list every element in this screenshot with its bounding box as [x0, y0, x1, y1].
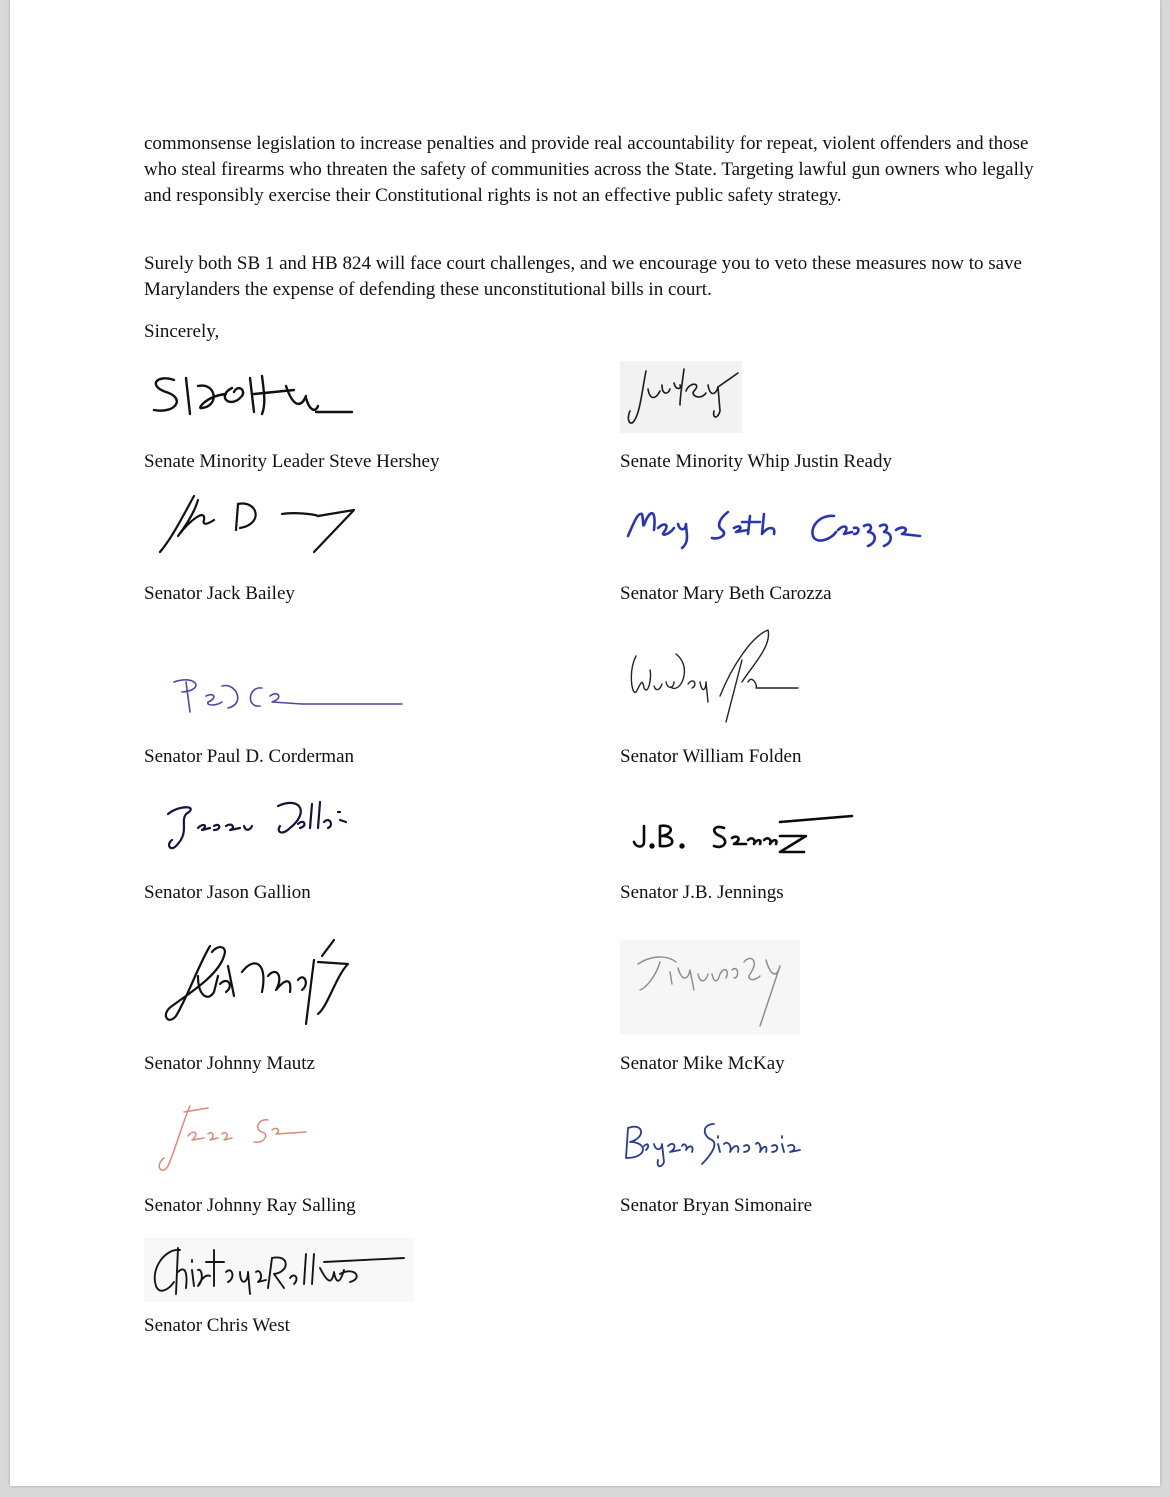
signatory-name: Senator William Folden — [620, 746, 802, 767]
letter-page — [10, 0, 1160, 1486]
closing-salutation: Sincerely, — [144, 321, 220, 342]
signature-mautz — [158, 936, 358, 1028]
signature-west — [144, 1238, 414, 1302]
signatory-name: Senator Mike McKay — [620, 1053, 785, 1074]
body-paragraph-2: Surely both SB 1 and HB 824 will face court challenges, and we encourage you to veto these measures now to save Marylanders the expense of defending these unconstitutional bills in court. — [144, 253, 1022, 300]
signatory-name: Senate Minority Whip Justin Ready — [620, 451, 892, 472]
signatory-name: Senator Paul D. Corderman — [144, 746, 355, 767]
signatory-name: Senator Chris West — [144, 1315, 290, 1336]
signatory-name: Senator Johnny Ray Salling — [144, 1195, 356, 1216]
body-paragraph-1: commonsense legislation to increase penalties and provide real accountability for repeat, violent offenders and those who steal firearms who threaten the safety of communities across the State. Targeting lawful gun owners who legally and responsibly exercise their Constitutional rights is not an effective public safety strategy. — [144, 133, 1034, 206]
signatory-name: Senator Mary Beth Carozza — [620, 583, 832, 604]
signatory-name: Senator Johnny Mautz — [144, 1053, 315, 1074]
signature-corderman — [166, 672, 406, 718]
signatory-name: Senator J.B. Jennings — [620, 882, 784, 903]
signature-folden — [622, 626, 802, 726]
signature-carozza — [624, 502, 924, 562]
signatory-name: Senator Bryan Simonaire — [620, 1195, 813, 1216]
signature-gallion — [160, 792, 360, 856]
signature-bailey — [154, 490, 360, 560]
signatory-name: Senator Jason Gallion — [144, 882, 311, 903]
signatory-name: Senate Minority Leader Steve Hershey — [144, 451, 440, 472]
signature-simonaire — [622, 1114, 802, 1170]
signature-ready — [620, 361, 742, 433]
signatory-name: Senator Jack Bailey — [144, 583, 295, 604]
signature-jennings — [630, 812, 856, 858]
signature-salling — [150, 1100, 310, 1176]
signature-hershey — [146, 366, 356, 426]
signature-mckay — [620, 940, 800, 1034]
